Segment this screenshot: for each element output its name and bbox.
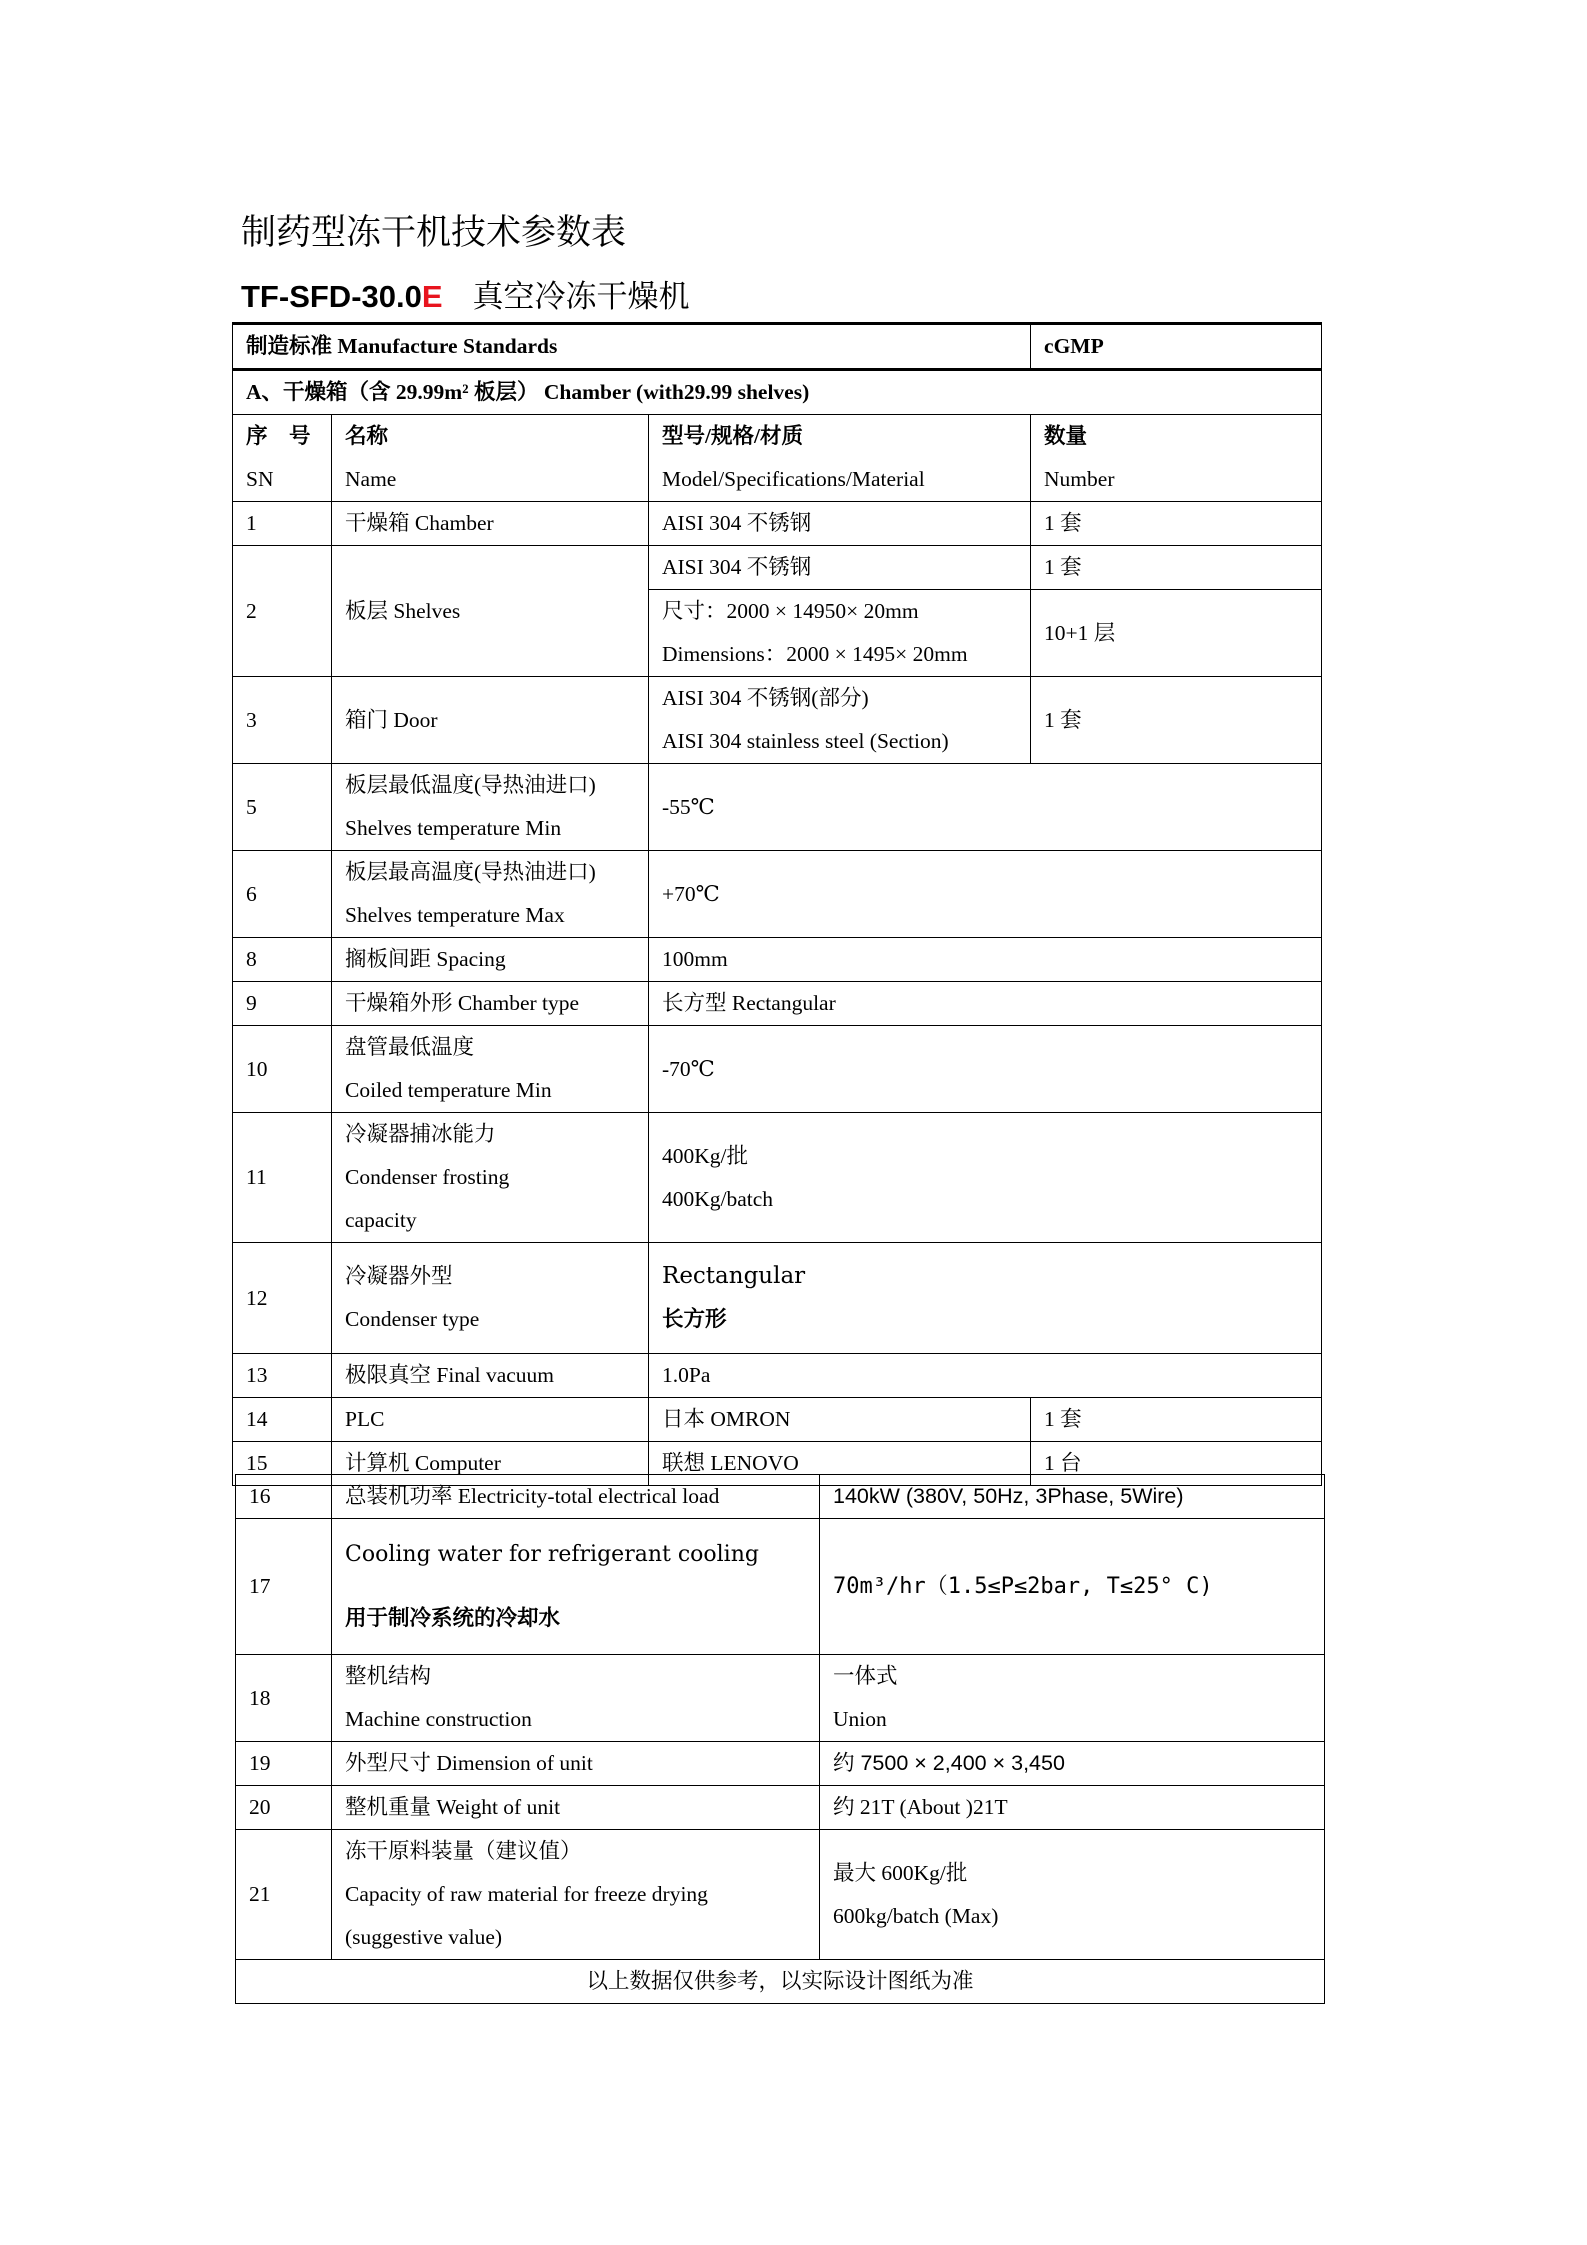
row-sn: 2 [233, 546, 332, 677]
row-number: 1 套 [1031, 677, 1322, 764]
row-sn: 18 [236, 1655, 332, 1742]
spec-table-main [232, 322, 1322, 1486]
row-name: 盘管最低温度 Coiled temperature Min [332, 1026, 649, 1113]
row-name: 干燥箱外形 Chamber type [332, 982, 649, 1026]
table-row [233, 1354, 1322, 1398]
table-row [236, 1655, 1325, 1742]
table-row [233, 982, 1322, 1026]
spec-table-secondary [235, 1474, 1325, 2004]
row-sn: 10 [233, 1026, 332, 1113]
row-sn: 9 [233, 982, 332, 1026]
model-heading [241, 274, 690, 320]
row-sn: 16 [236, 1475, 332, 1519]
row-spec: 一体式 Union [820, 1655, 1325, 1742]
row-sn: 5 [233, 764, 332, 851]
row-sn: 1 [233, 502, 332, 546]
table-row [233, 1243, 1322, 1354]
row-sn: 20 [236, 1786, 332, 1830]
row-name: 箱门 Door [332, 677, 649, 764]
row-sn: 17 [236, 1519, 332, 1655]
row-sn: 6 [233, 851, 332, 938]
row-sn: 19 [236, 1742, 332, 1786]
table-row [236, 1519, 1325, 1655]
row-sn: 14 [233, 1398, 332, 1442]
row-spec: 长方型 Rectangular [649, 982, 1322, 1026]
footer-row [236, 1960, 1325, 2004]
header-number: 数量 Number [1031, 415, 1322, 502]
model-name: 真空冷冻干燥机 [472, 279, 690, 315]
row-name: 搁板间距 Spacing [332, 938, 649, 982]
table-row [236, 1830, 1325, 1960]
table-row [233, 1026, 1322, 1113]
document-title: 制药型冻干机技术参数表 [241, 213, 627, 253]
row-spec: 约 21T (About )21T [820, 1786, 1325, 1830]
row-name: 总装机功率 Electricity-total electrical load [332, 1475, 820, 1519]
row-spec: 联想 LENOVO [649, 1442, 1031, 1486]
section-a-title: A、干燥箱（含 29.99m² 板层） Chamber (with29.99 shelves) [233, 370, 1322, 415]
row-sn: 21 [236, 1830, 332, 1960]
model-code-suffix: E [421, 279, 443, 314]
row-number: 1 套 [1031, 546, 1322, 590]
row-name: 极限真空 Final vacuum [332, 1354, 649, 1398]
header-row [233, 415, 1322, 502]
row-name: PLC [332, 1398, 649, 1442]
standards-value: cGMP [1031, 324, 1322, 370]
row-name: 冻干原料装量（建议值） Capacity of raw material for freeze drying (suggestive value) [332, 1830, 820, 1960]
row-spec: Rectangular 长方形 [649, 1243, 1322, 1354]
row-spec: 140kW (380V, 50Hz, 3Phase, 5Wire) [820, 1475, 1325, 1519]
row-sn: 8 [233, 938, 332, 982]
row-number: 1 套 [1031, 502, 1322, 546]
row-name: 冷凝器捕冰能力 Condenser frosting capacity [332, 1113, 649, 1243]
footer-note: 以上数据仅供参考，以实际设计图纸为准 [236, 1960, 1325, 2004]
table-row [233, 764, 1322, 851]
row-sn: 11 [233, 1113, 332, 1243]
row-name: 计算机 Computer [332, 1442, 649, 1486]
row-name: 板层 Shelves [332, 546, 649, 677]
table-row [233, 1113, 1322, 1243]
header-model: 型号/规格/材质 Model/Specifications/Material [649, 415, 1031, 502]
section-a-row [233, 370, 1322, 415]
row-spec: 400Kg/批 400Kg/batch [649, 1113, 1322, 1243]
table-row [233, 1398, 1322, 1442]
row-spec: AISI 304 不锈钢 [649, 546, 1031, 590]
row-number: 10+1 层 [1031, 590, 1322, 677]
row-spec: AISI 304 不锈钢(部分) AISI 304 stainless steel (Section) [649, 677, 1031, 764]
row-spec: -55℃ [649, 764, 1322, 851]
standards-label: 制造标准 Manufacture Standards [233, 324, 1031, 370]
row-sn: 12 [233, 1243, 332, 1354]
row-spec: 约 7500 × 2,400 × 3,450 [820, 1742, 1325, 1786]
row-name: 冷凝器外型 Condenser type [332, 1243, 649, 1354]
row-name: 板层最低温度(导热油进口) Shelves temperature Min [332, 764, 649, 851]
table-row [236, 1475, 1325, 1519]
row-spec: 1.0Pa [649, 1354, 1322, 1398]
row-name: 板层最高温度(导热油进口) Shelves temperature Max [332, 851, 649, 938]
table-row [233, 938, 1322, 982]
standards-row [233, 324, 1322, 370]
row-sn: 3 [233, 677, 332, 764]
header-name: 名称 Name [332, 415, 649, 502]
row-spec: 尺寸：2000 × 14950× 20mm Dimensions：2000 × 1495× 20mm [649, 590, 1031, 677]
header-sn: 序 号 SN [233, 415, 332, 502]
table-row [236, 1786, 1325, 1830]
table-row [233, 502, 1322, 546]
row-number: 1 套 [1031, 1398, 1322, 1442]
table-row [233, 677, 1322, 764]
row-name: 干燥箱 Chamber [332, 502, 649, 546]
table-row [236, 1742, 1325, 1786]
row-spec: 日本 OMRON [649, 1398, 1031, 1442]
row-name: 外型尺寸 Dimension of unit [332, 1742, 820, 1786]
model-code: TF-SFD-30.0 [241, 279, 422, 314]
row-spec: 最大 600Kg/批 600kg/batch (Max) [820, 1830, 1325, 1960]
row-number: 1 台 [1031, 1442, 1322, 1486]
row-spec: +70℃ [649, 851, 1322, 938]
table-row [233, 546, 1322, 590]
row-name: Cooling water for refrigerant cooling 用于制冷系统的冷却水 [332, 1519, 820, 1655]
table-row [233, 851, 1322, 938]
row-name: 整机结构 Machine construction [332, 1655, 820, 1742]
row-spec: -70℃ [649, 1026, 1322, 1113]
row-sn: 13 [233, 1354, 332, 1398]
row-spec: 100mm [649, 938, 1322, 982]
row-sn: 15 [233, 1442, 332, 1486]
row-name: 整机重量 Weight of unit [332, 1786, 820, 1830]
row-spec: 70m³/hr（1.5≤P≤2bar, T≤25° C) [820, 1519, 1325, 1655]
row-spec: AISI 304 不锈钢 [649, 502, 1031, 546]
